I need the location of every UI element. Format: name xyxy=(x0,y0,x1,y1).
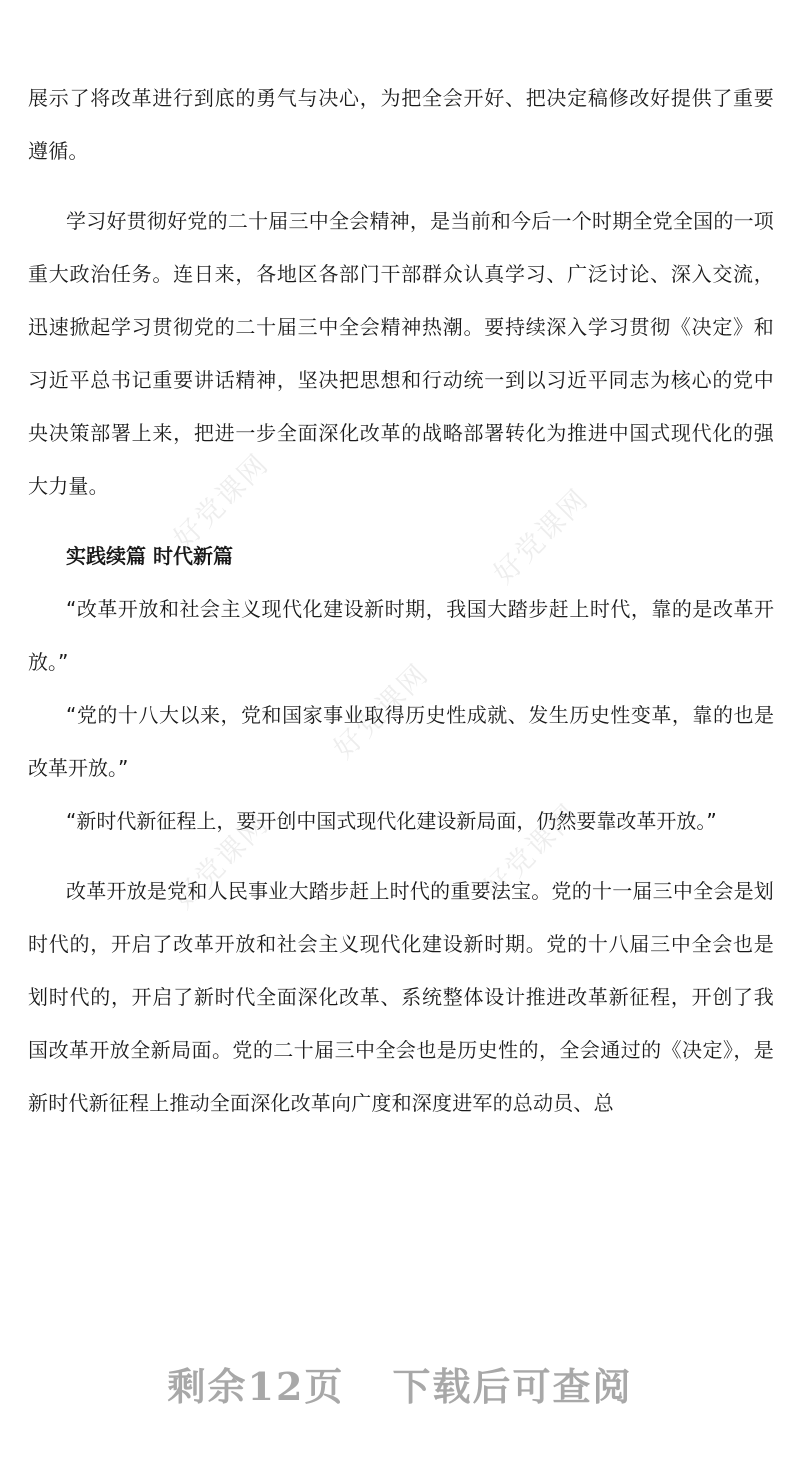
paragraph-reform: 改革开放是党和人民事业大踏步赶上时代的重要法宝。党的十一届三中全会是划时代的，开启了改革开放和社会主义现代化建设新时期。党的十八届三中全会也是划时代的，开启了新时代全面深化改革、系统整体设计推进改革新征程，开创了我国改革开放全新局面。党的二十届三中全会也是历史性的，全会通过的《决定》，是新时代新征程上推动全面深化改革向广度和深度进军的总动员、总 xyxy=(28,879,774,1115)
quote-paragraph: “改革开放和社会主义现代化建设新时期，我国大踏步赶上时代，靠的是改革开放。” xyxy=(28,597,774,674)
paragraph-study: 学习好贯彻好党的二十届三中全会精神，是当前和今后一个时期全党全国的一项重大政治任务。连日来，各地区各部门干部群众认真学习、广泛讨论、深入交流，迅速掀起学习贯彻党的二十届三中全会精神热潮。要持续深入学习贯彻《决定》和习近平总书记重要讲话精神，坚决把思想和行动统一到以习近平同志为核心的党中央决策部署上来，把进一步全面深化改革的战略部署转化为推进中国式现代化的强大力量。 xyxy=(28,209,774,498)
section-heading: 实践续篇 时代新篇 xyxy=(66,544,233,568)
watermark-text: 好党课网 xyxy=(326,656,436,766)
article-body xyxy=(28,72,774,1130)
watermark-text: 好党课网 xyxy=(166,806,276,916)
remaining-pages-label: 剩余12页 xyxy=(167,1363,345,1409)
quote-paragraph: “党的十八大以来，党和国家事业取得历史性成就、发生历史性变革，靠的也是改革开放。” xyxy=(28,703,774,780)
download-banner[interactable] xyxy=(0,1353,800,1413)
watermark-text: 好党课网 xyxy=(476,796,586,906)
watermark-text: 好党课网 xyxy=(486,481,596,591)
watermark-text: 好党课网 xyxy=(166,446,276,556)
paragraph-intro-continued: 展示了将改革进行到底的勇气与决心，为把全会开好、把决定稿修改好提供了重要遵循。 xyxy=(28,86,774,163)
quote-paragraph: “新时代新征程上，要开创中国式现代化建设新局面，仍然要靠改革开放。” xyxy=(66,809,717,833)
download-prompt-label[interactable]: 下载后可查阅 xyxy=(392,1363,633,1409)
